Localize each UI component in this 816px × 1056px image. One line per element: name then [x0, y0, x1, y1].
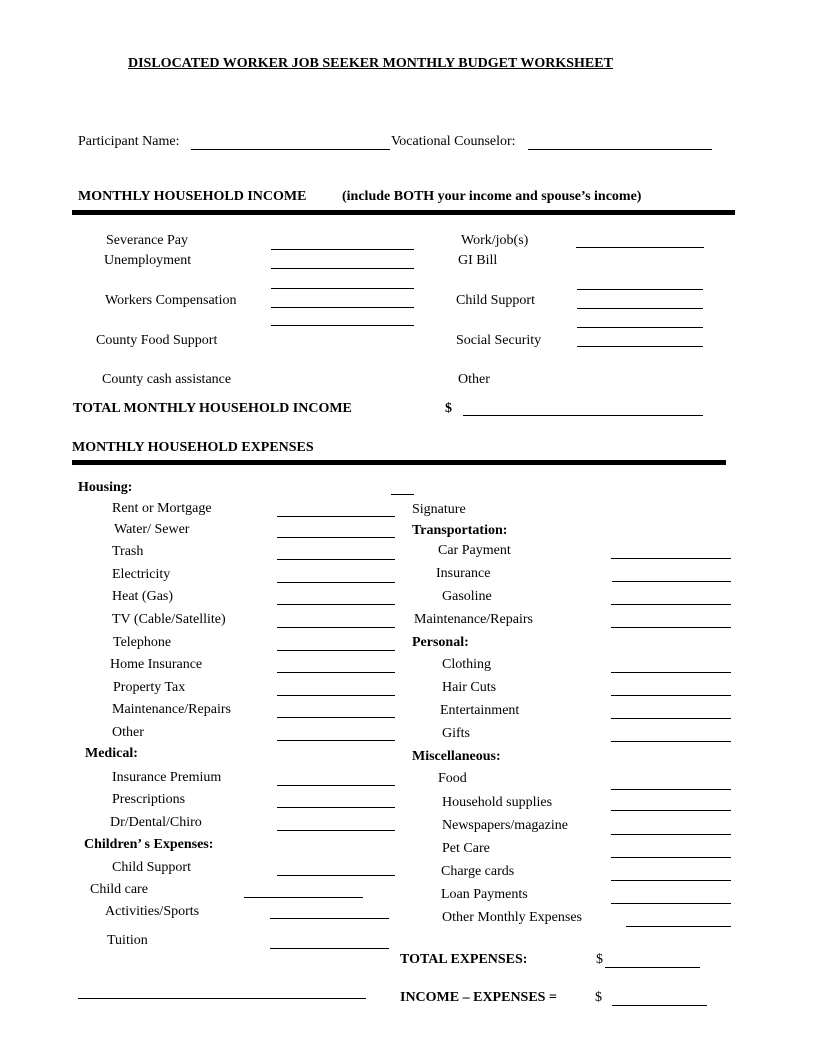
insurance-premium-field[interactable] [277, 785, 395, 786]
extra-income-field-3[interactable] [577, 327, 703, 328]
expense-item-car-payment: Car Payment [438, 543, 511, 558]
housing-other-field[interactable] [277, 740, 395, 741]
expense-item-property-tax: Property Tax [113, 680, 186, 695]
expense-item-activities-sports: Activities/Sports [105, 904, 200, 919]
expense-item-charge-cards: Charge cards [441, 864, 515, 879]
expense-item-clothing: Clothing [442, 657, 492, 672]
expense-item-telephone: Telephone [113, 635, 172, 650]
car-payment-field[interactable] [611, 558, 731, 559]
rent-or-mortgage-field[interactable] [277, 516, 395, 517]
expense-item-housing-other: Other [112, 725, 144, 740]
income-minus-expenses-field[interactable] [612, 1005, 707, 1006]
expense-item-water-sewer: Water/ Sewer [114, 522, 190, 537]
charge-cards-field[interactable] [611, 880, 731, 881]
dr-dental-chiro-field[interactable] [277, 830, 395, 831]
expense-item-car-maintenance: Maintenance/Repairs [414, 612, 533, 627]
vocational-counselor-label: Vocational Counselor: [391, 134, 516, 149]
page-title: DISLOCATED WORKER JOB SEEKER MONTHLY BUDGET WORKSHEET [128, 56, 613, 71]
housing-maintenance-field[interactable] [277, 717, 395, 718]
activities-sports-field[interactable] [270, 918, 389, 919]
expense-item-gifts: Gifts [442, 726, 470, 741]
income-item-work-jobs: Work/job(s) [461, 233, 529, 248]
income-divider [72, 210, 735, 215]
expense-item-rent-or-mortgage: Rent or Mortgage [112, 501, 212, 516]
income-item-unemployment: Unemployment [104, 253, 192, 268]
expense-item-car-insurance: Insurance [436, 566, 491, 581]
gasoline-field[interactable] [611, 604, 731, 605]
total-expenses-currency: $ [596, 952, 603, 967]
expense-item-tv: TV (Cable/Satellite) [112, 612, 226, 627]
income-item-child-support: Child Support [456, 293, 535, 308]
social-security-field[interactable] [577, 346, 703, 347]
income-item-gi-bill: GI Bill [458, 253, 498, 268]
expense-item-entertainment: Entertainment [440, 703, 520, 718]
short-line-field[interactable] [391, 494, 414, 495]
income-item-workers-compensation: Workers Compensation [105, 293, 237, 308]
child-support-income-field[interactable] [577, 308, 703, 309]
pet-care-field[interactable] [611, 857, 731, 858]
telephone-field[interactable] [277, 650, 395, 651]
total-income-field[interactable] [463, 415, 703, 416]
expense-item-child-care: Child care [90, 882, 148, 897]
miscellaneous-section-label: Miscellaneous: [412, 749, 501, 764]
expense-item-home-insurance: Home Insurance [110, 657, 203, 672]
income-heading: MONTHLY HOUSEHOLD INCOME [78, 189, 307, 204]
expenses-heading: MONTHLY HOUSEHOLD EXPENSES [72, 440, 314, 455]
car-insurance-field[interactable] [612, 581, 731, 582]
expense-item-housing-maintenance: Maintenance/Repairs [112, 702, 231, 717]
expense-item-other-monthly-expenses: Other Monthly Expenses [442, 910, 582, 925]
income-item-social-security: Social Security [456, 333, 542, 348]
extra-income-field-1[interactable] [271, 288, 414, 289]
expense-item-dr-dental-chiro: Dr/Dental/Chiro [110, 815, 202, 830]
total-income-label: TOTAL MONTHLY HOUSEHOLD INCOME [73, 401, 352, 416]
total-income-currency: $ [445, 401, 452, 416]
child-care-field[interactable] [244, 897, 363, 898]
newspapers-magazine-field[interactable] [611, 834, 731, 835]
medical-section-label: Medical: [85, 746, 138, 761]
participant-name-label: Participant Name: [78, 134, 180, 149]
income-heading-note: (include BOTH your income and spouse’s income) [342, 189, 642, 204]
transportation-section-label: Transportation: [412, 523, 508, 538]
food-field[interactable] [611, 789, 731, 790]
income-minus-expenses-currency: $ [595, 990, 602, 1005]
unemployment-field[interactable] [271, 268, 414, 269]
total-expenses-field[interactable] [605, 967, 700, 968]
tv-field[interactable] [277, 627, 395, 628]
household-supplies-field[interactable] [611, 810, 731, 811]
signature-label: Signature [412, 502, 466, 517]
work-jobs-field[interactable] [576, 247, 704, 248]
income-item-other: Other [458, 372, 490, 387]
childrens-expenses-section-label: Children’ s Expenses: [84, 837, 214, 852]
expense-item-pet-care: Pet Care [442, 841, 490, 856]
housing-section-label: Housing: [78, 480, 133, 495]
expense-item-newspapers-magazine: Newspapers/magazine [442, 818, 568, 833]
income-item-county-cash-assistance: County cash assistance [102, 372, 232, 387]
gifts-field[interactable] [611, 741, 731, 742]
water-sewer-field[interactable] [277, 537, 395, 538]
expense-item-household-supplies: Household supplies [442, 795, 553, 810]
clothing-field[interactable] [611, 672, 731, 673]
severance-pay-field[interactable] [271, 249, 414, 250]
income-item-severance-pay: Severance Pay [106, 233, 189, 248]
expense-item-prescriptions: Prescriptions [112, 792, 186, 807]
expense-item-food: Food [438, 771, 467, 786]
participant-name-field[interactable] [191, 149, 390, 150]
income-item-county-food-support: County Food Support [96, 333, 218, 348]
expense-item-tuition: Tuition [107, 933, 148, 948]
loan-payments-field[interactable] [611, 903, 731, 904]
home-insurance-field[interactable] [277, 672, 395, 673]
income-minus-expenses-label: INCOME – EXPENSES = [400, 990, 557, 1005]
electricity-field[interactable] [277, 582, 395, 583]
vocational-counselor-field[interactable] [528, 149, 712, 150]
prescriptions-field[interactable] [277, 807, 395, 808]
expense-item-electricity: Electricity [112, 567, 171, 582]
expense-item-gasoline: Gasoline [442, 589, 492, 604]
personal-section-label: Personal: [412, 635, 469, 650]
expense-item-insurance-premium: Insurance Premium [112, 770, 222, 785]
expense-item-heat-gas: Heat (Gas) [112, 589, 174, 604]
car-maintenance-field[interactable] [611, 627, 731, 628]
workers-compensation-field[interactable] [271, 307, 414, 308]
tuition-field[interactable] [270, 948, 389, 949]
total-expenses-label: TOTAL EXPENSES: [400, 952, 528, 967]
signature-line[interactable] [78, 998, 366, 999]
property-tax-field[interactable] [277, 695, 395, 696]
hair-cuts-field[interactable] [611, 695, 731, 696]
entertainment-field[interactable] [611, 718, 731, 719]
other-monthly-expenses-field[interactable] [626, 926, 731, 927]
child-support-expense-field[interactable] [277, 875, 395, 876]
expense-item-hair-cuts: Hair Cuts [442, 680, 497, 695]
trash-field[interactable] [277, 559, 395, 560]
expenses-divider [72, 460, 726, 465]
expense-item-child-support: Child Support [112, 860, 191, 875]
expense-item-loan-payments: Loan Payments [441, 887, 528, 902]
expense-item-trash: Trash [112, 544, 144, 559]
heat-gas-field[interactable] [277, 604, 395, 605]
gi-bill-field[interactable] [577, 289, 703, 290]
extra-income-field-2[interactable] [271, 325, 414, 326]
